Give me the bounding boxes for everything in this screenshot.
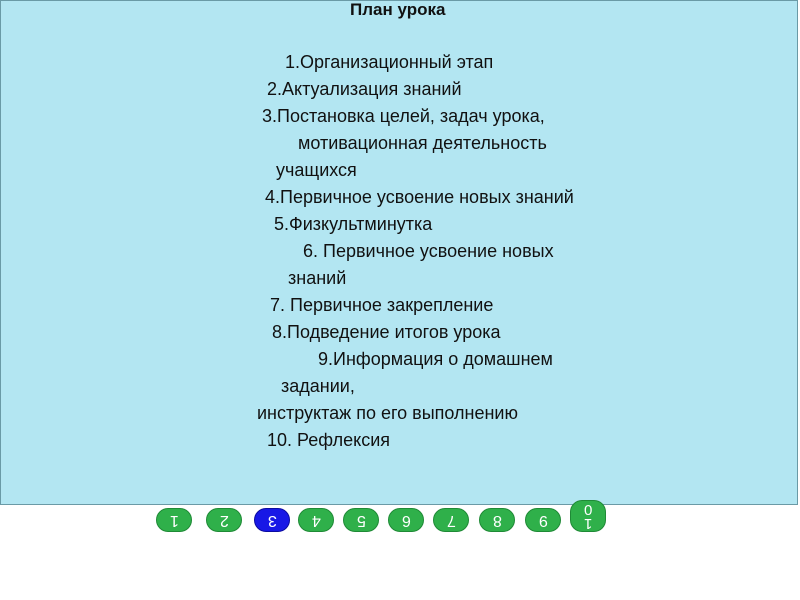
nav-label-2: 2 (219, 512, 229, 529)
plan-line-2: 2.Актуализация знаний (267, 79, 462, 99)
nav-button-9[interactable] (525, 508, 561, 532)
plan-line-3: 3.Постановка целей, задач урока, (262, 106, 545, 126)
nav-button-5[interactable] (343, 508, 379, 532)
plan-line-7: 7. Первичное закрепление (270, 295, 494, 315)
nav-label-6: 6 (401, 512, 411, 529)
nav-label-7: 7 (446, 512, 456, 529)
nav-button-3[interactable] (254, 508, 290, 532)
nav-button-1[interactable] (156, 508, 192, 532)
slide-title: План урока (350, 0, 446, 19)
nav-button-6[interactable] (388, 508, 424, 532)
nav-label-3: 3 (267, 512, 277, 529)
nav-label-10 (584, 502, 592, 530)
nav-label-4: 4 (311, 512, 321, 529)
plan-line-8: 8.Подведение итогов урока (272, 322, 501, 342)
plan-line-3-cont2: учащихся (276, 160, 357, 180)
plan-line-10: 10. Рефлексия (267, 430, 391, 450)
plan-line-5: 5.Физкультминутка (274, 214, 433, 234)
plan-line-6: 6. Первичное усвоение новых (303, 241, 554, 261)
nav-button-7[interactable] (433, 508, 469, 532)
nav-button-10[interactable] (570, 500, 606, 532)
nav-label-10-digit-0: 0 (583, 501, 593, 518)
nav-label-9: 9 (538, 512, 548, 529)
nav-button-8[interactable] (479, 508, 515, 532)
plan-line-6-cont: знаний (288, 268, 347, 288)
nav-button-4[interactable] (298, 508, 334, 532)
nav-button-2[interactable] (206, 508, 242, 532)
nav-label-8: 8 (492, 512, 502, 529)
nav-label-10-digit-1: 1 (583, 515, 593, 532)
nav-label-5: 5 (356, 512, 366, 529)
nav-label-1: 1 (169, 512, 179, 529)
plan-line-9-cont: задании, (281, 376, 355, 396)
plan-line-1: 1.Организационный этап (285, 52, 494, 72)
plan-line-3-cont: мотивационная деятельность (298, 133, 547, 153)
plan-line-4: 4.Первичное усвоение новых знаний (265, 187, 574, 207)
plan-line-9-cont2: инструктаж по его выполнению (257, 403, 518, 423)
plan-line-9: 9.Информация о домашнем (318, 349, 553, 369)
